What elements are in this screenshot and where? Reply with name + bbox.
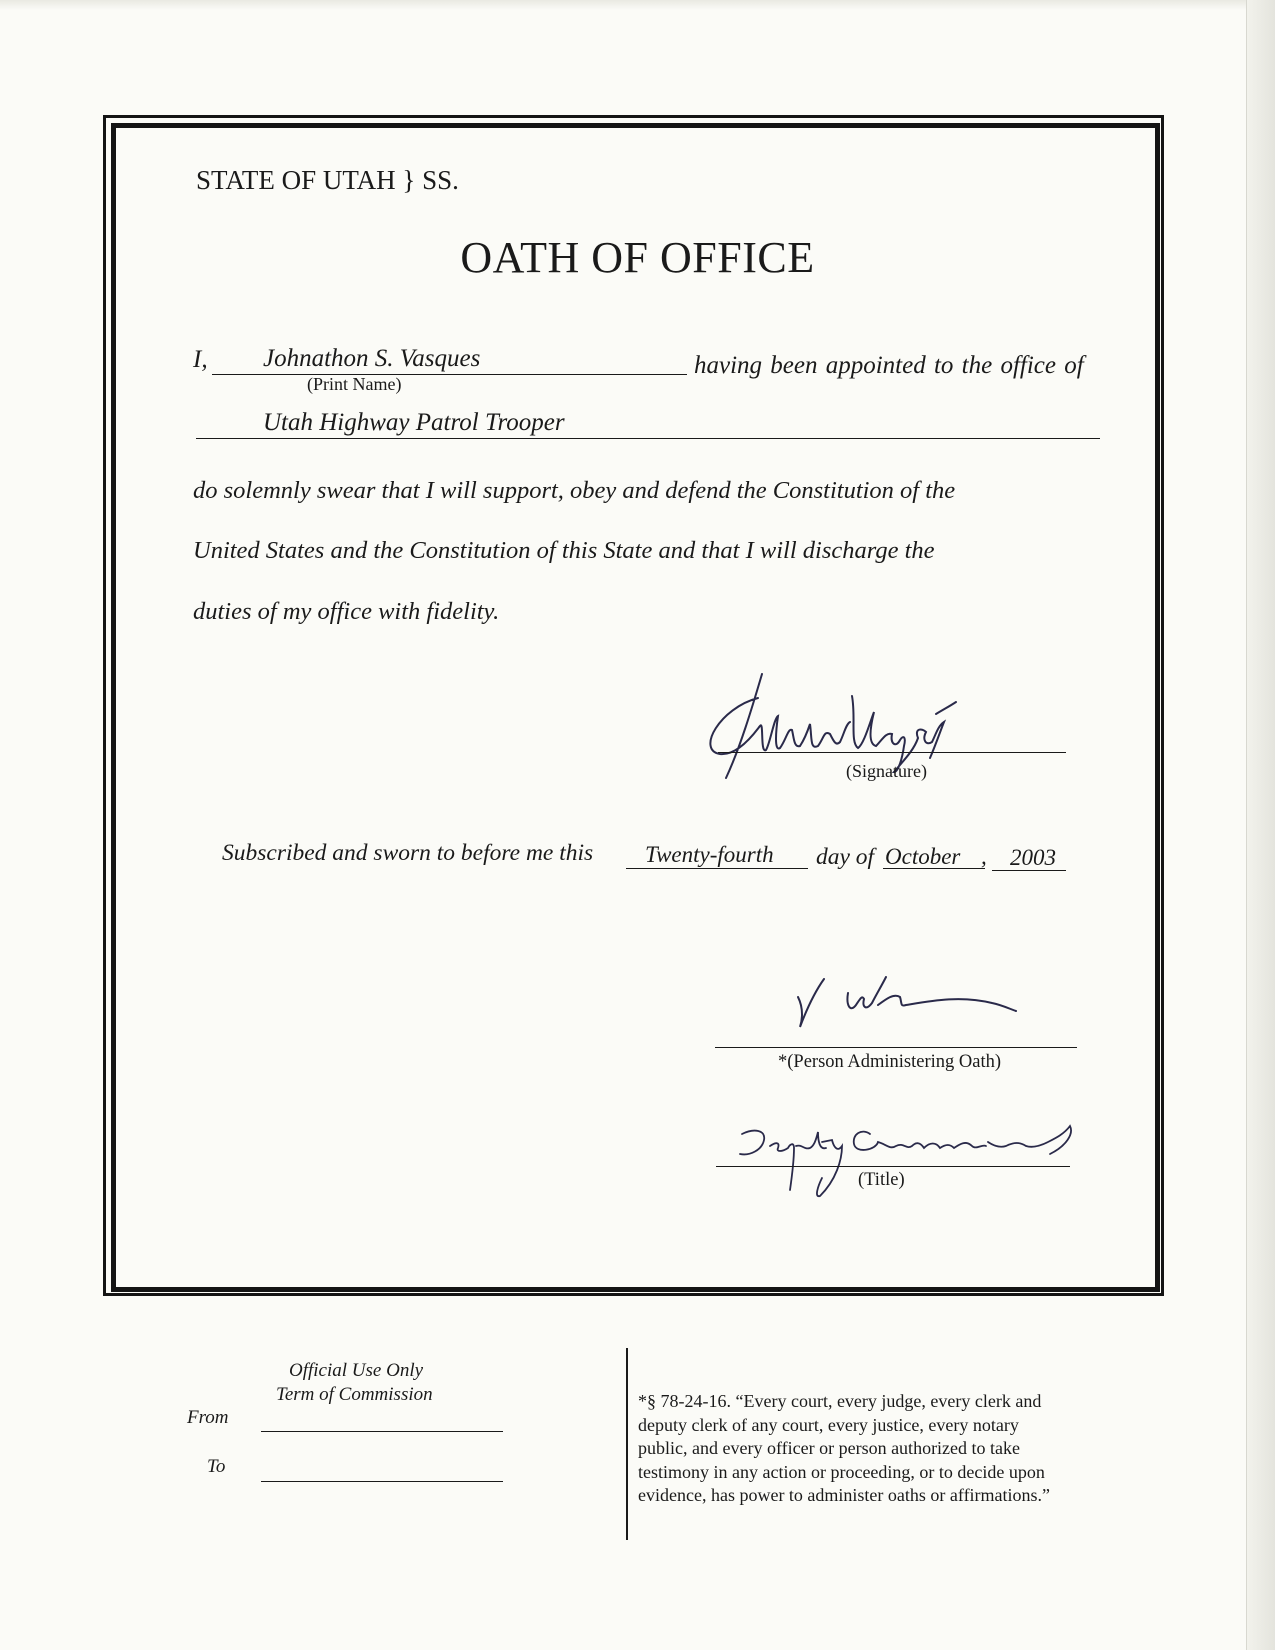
scan-top-shade	[0, 0, 1275, 10]
from-field-line[interactable]	[261, 1431, 503, 1432]
oath-prefix: I,	[193, 346, 208, 373]
statute-line-2: deputy clerk of any court, every justice, every notary	[638, 1414, 1019, 1435]
oath-body-line-1: do solemnly swear that I will support, obey and defend the Constitution of the	[193, 477, 956, 504]
sworn-prefix: Subscribed and sworn to before me this	[222, 840, 594, 866]
office-name: Utah Highway Patrol Trooper	[263, 409, 565, 436]
state-line: STATE OF UTAH } SS.	[196, 165, 459, 195]
administrator-underline	[715, 1047, 1077, 1048]
title-underline	[716, 1166, 1070, 1167]
statute-line-4: testimony in any action or proceeding, or to decide upon	[638, 1461, 1045, 1482]
term-of-commission-heading: Term of Commission	[276, 1384, 433, 1405]
statute-line-5: evidence, has power to administer oaths or affirmations.”	[638, 1485, 1051, 1505]
administrator-title-graphic	[736, 1120, 1086, 1200]
signature-underline	[718, 752, 1066, 753]
printed-name: Johnathon S. Vasques	[263, 345, 481, 372]
title-caption: (Title)	[858, 1170, 905, 1190]
print-name-caption: (Print Name)	[307, 374, 402, 394]
office-underline	[196, 438, 1100, 439]
statute-line-3: public, and every officer or person authorized to take	[638, 1438, 1021, 1458]
sworn-year: 2003	[1010, 845, 1056, 870]
sworn-month: October	[885, 844, 961, 869]
sworn-day: Twenty-fourth	[645, 842, 774, 867]
official-use-heading: Official Use Only	[289, 1360, 424, 1381]
document-frame-inner	[111, 123, 1160, 1292]
to-label: To	[207, 1456, 226, 1477]
oath-body-line-3: duties of my office with fidelity.	[193, 598, 500, 625]
administrator-signature-graphic	[790, 975, 1040, 1035]
from-label: From	[187, 1407, 229, 1428]
date-comma: ,	[981, 844, 987, 869]
appointed-text: having been appointed to the office of	[694, 352, 1084, 379]
day-underline	[626, 868, 808, 869]
day-of-text: day of	[816, 844, 875, 870]
name-underline	[212, 374, 687, 375]
administrator-caption: *(Person Administering Oath)	[778, 1052, 1002, 1072]
statute-line-1: *§ 78-24-16. “Every court, every judge, every clerk and	[638, 1391, 1042, 1411]
oath-taker-signature-graphic	[700, 668, 970, 783]
page-title: OATH OF OFFICE	[460, 233, 815, 282]
signature-caption: (Signature)	[846, 761, 927, 781]
to-field-line[interactable]	[261, 1481, 503, 1482]
oath-body-line-2: United States and the Constitution of this State and that I will discharge the	[193, 537, 935, 564]
footer-divider	[626, 1348, 628, 1540]
statute-note	[638, 1390, 1128, 1508]
